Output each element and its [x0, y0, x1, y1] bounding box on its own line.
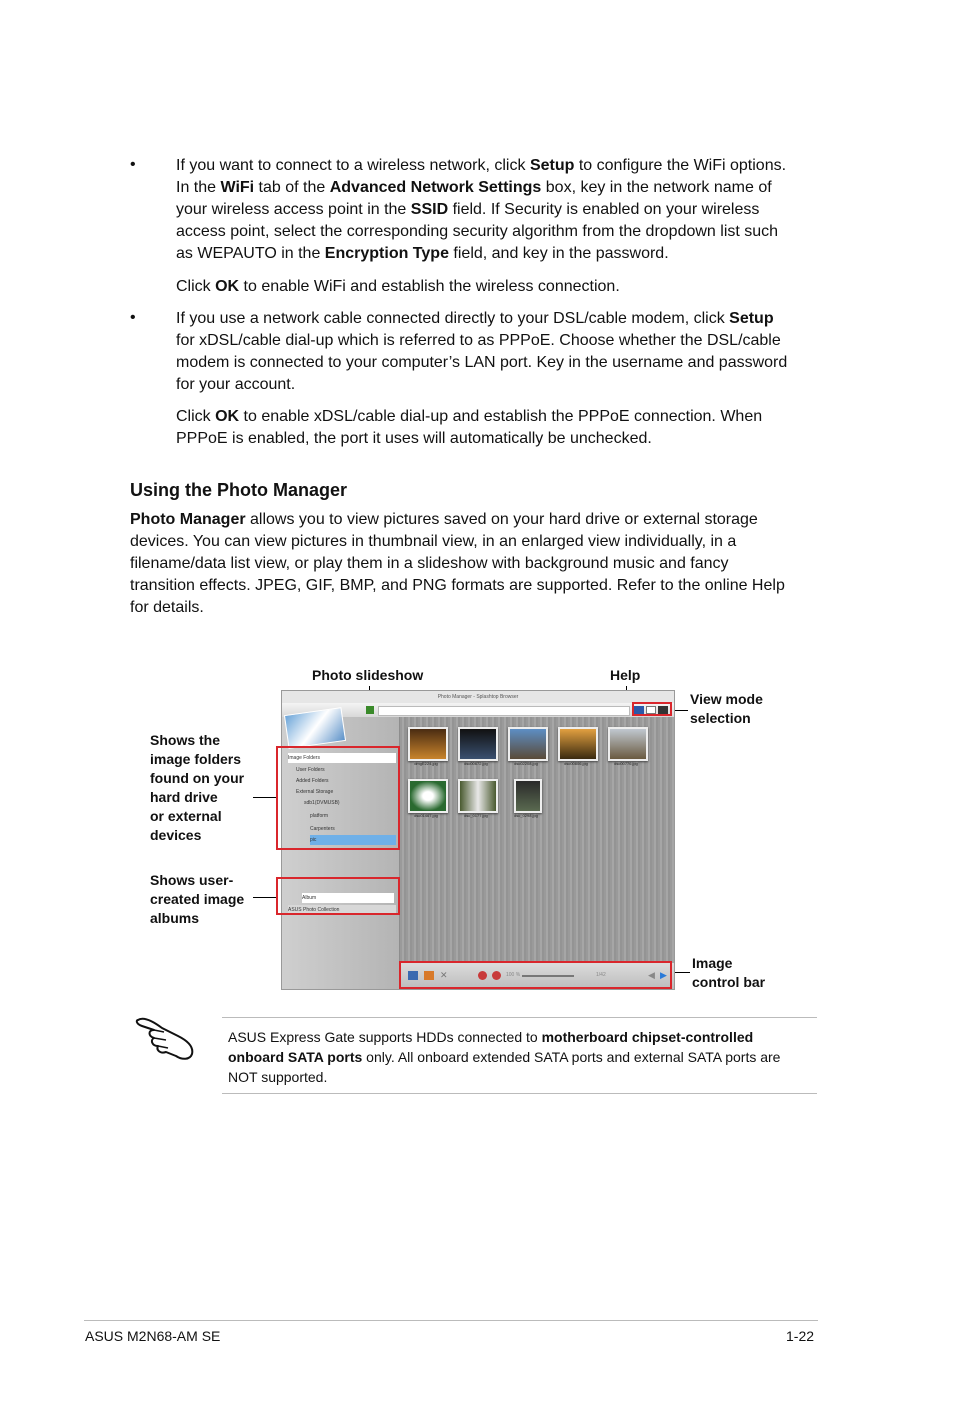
- thumbnail-image[interactable]: [458, 779, 498, 813]
- tree-item-pic[interactable]: pic: [310, 835, 396, 845]
- note-rule-top: [222, 1017, 817, 1018]
- thumbnail-label: dsc00672.jpg: [464, 761, 488, 766]
- pppoe-instructions: If you use a network cable connected directly to your DSL/cable modem, click Setup for xDSL/cable dial-up which is referred to as PPPoE. Choose whether the DSL/cable modem is connected to your computer’s LAN port. Key in the username and password for your account.: [176, 310, 788, 393]
- callout-view-mode: View mode selection: [690, 691, 763, 726]
- pointing-hand-icon: [134, 1012, 198, 1064]
- thumbnail-label: dsc01467.jpg: [414, 813, 438, 818]
- leader-line-albums: [253, 897, 277, 898]
- wifi-instructions: If you want to connect to a wireless network, click Setup to configure the WiFi options. In the WiFi tab of the Advanced Network Settings box, key in the network name of your wireless access point in the SSID field. If Security is enabled on your wireless access point, select the corresponding security algorithm from the dropdown list such as WEPAUTO in the Encryption Type field, and key in the password.: [176, 157, 787, 262]
- thumbnail-image[interactable]: [458, 727, 498, 761]
- callout-albums: Shows user- created image albums: [150, 872, 245, 926]
- pppoe-ok-instructions: Click OK to enable xDSL/cable dial-up and establish the PPPoE connection. When PPPoE is enabled, the port it uses will automatically be unchecked.: [176, 408, 763, 447]
- thumbnail-label: dsc00806.jpg: [564, 761, 588, 766]
- footer-rule: [84, 1320, 818, 1321]
- thumbnail-image[interactable]: [558, 727, 598, 761]
- photo-manager-logo: [284, 707, 346, 749]
- slideshow-icon[interactable]: [366, 706, 374, 714]
- bullet-marker: •: [130, 309, 136, 326]
- callout-image-folders: Shows the image folders found on your hard drive or external devices: [150, 732, 245, 843]
- thumbnail-label: dsc00776.jpg: [614, 761, 638, 766]
- leader-line-folders: [253, 797, 277, 798]
- zoom-level: 100 %: [506, 972, 521, 978]
- wifi-ok-instructions: Click OK to enable WiFi and establish the wireless connection.: [176, 278, 620, 295]
- tree-item-user-folders[interactable]: User Folders: [296, 767, 325, 773]
- section-body: Photo Manager allows you to view pictures saved on your hard drive or external storage devices. You can view pictures in thumbnail view, in an enlarged view individually, in a filename/data list view, or play them in a slideshow with background music and fancy transition effects. JPEG, GIF, BMP, and PNG formats are supported. Refer to the online Help for details.: [130, 511, 785, 616]
- note-rule-bottom: [222, 1093, 817, 1094]
- callout-help: Help: [610, 667, 641, 683]
- footer-page-number: 1-22: [786, 1328, 815, 1344]
- tree-item-external-storage[interactable]: External Storage: [296, 789, 334, 795]
- tree-item-platform[interactable]: platform: [310, 813, 329, 819]
- path-field: [378, 706, 630, 716]
- image-counter: 1/42: [596, 972, 606, 978]
- thumbnail-label: dmgE224.jpg: [414, 761, 438, 766]
- note-text: ASUS Express Gate supports HDDs connected to motherboard chipset-controlled onboard SATA ports only. All onboard extended SATA ports and external SATA ports are NOT supported.: [228, 1029, 781, 1085]
- thumbnail-image[interactable]: [514, 779, 542, 813]
- thumbnail-label: dsc_0177.jpg: [464, 813, 488, 818]
- album-item[interactable]: Album: [302, 893, 394, 903]
- delete-icon[interactable]: ✕: [440, 970, 448, 980]
- thumbnail-label: dsc_0298.jpg: [514, 813, 538, 818]
- highlight-control-bar: [399, 961, 672, 989]
- highlight-view-mode: [632, 702, 672, 716]
- tree-item-image-folders[interactable]: Image Folders: [288, 753, 396, 763]
- tree-item-usb[interactable]: sdb1(DVMUSB): [304, 800, 340, 806]
- next-icon[interactable]: ▶: [660, 970, 667, 980]
- bullet-marker: •: [130, 156, 136, 173]
- window-title: Photo Manager - Splashtop Browser: [282, 691, 674, 703]
- thumbnail-image[interactable]: [408, 727, 448, 761]
- callout-control-bar: Image control bar: [692, 955, 766, 990]
- highlight-albums: [276, 877, 400, 915]
- footer-model: ASUS M2N68-AM SE: [85, 1328, 221, 1344]
- tree-item-added-folders[interactable]: Added Folders: [296, 778, 329, 784]
- thumbnail-area: [400, 717, 674, 963]
- highlight-image-folders: [276, 746, 400, 850]
- thumbnail-image[interactable]: [608, 727, 648, 761]
- thumbnail-image[interactable]: [508, 727, 548, 761]
- tree-item-carpenters[interactable]: Carpenters: [310, 826, 335, 832]
- thumbnail-label: dsc02208.jpg: [514, 761, 538, 766]
- thumbnail-image[interactable]: [408, 779, 448, 813]
- previous-icon[interactable]: ◀: [648, 970, 655, 980]
- callout-photo-slideshow: Photo slideshow: [312, 667, 424, 683]
- section-title: Using the Photo Manager: [130, 480, 348, 500]
- album-item-asus[interactable]: ASUS Photo Collection: [288, 905, 396, 915]
